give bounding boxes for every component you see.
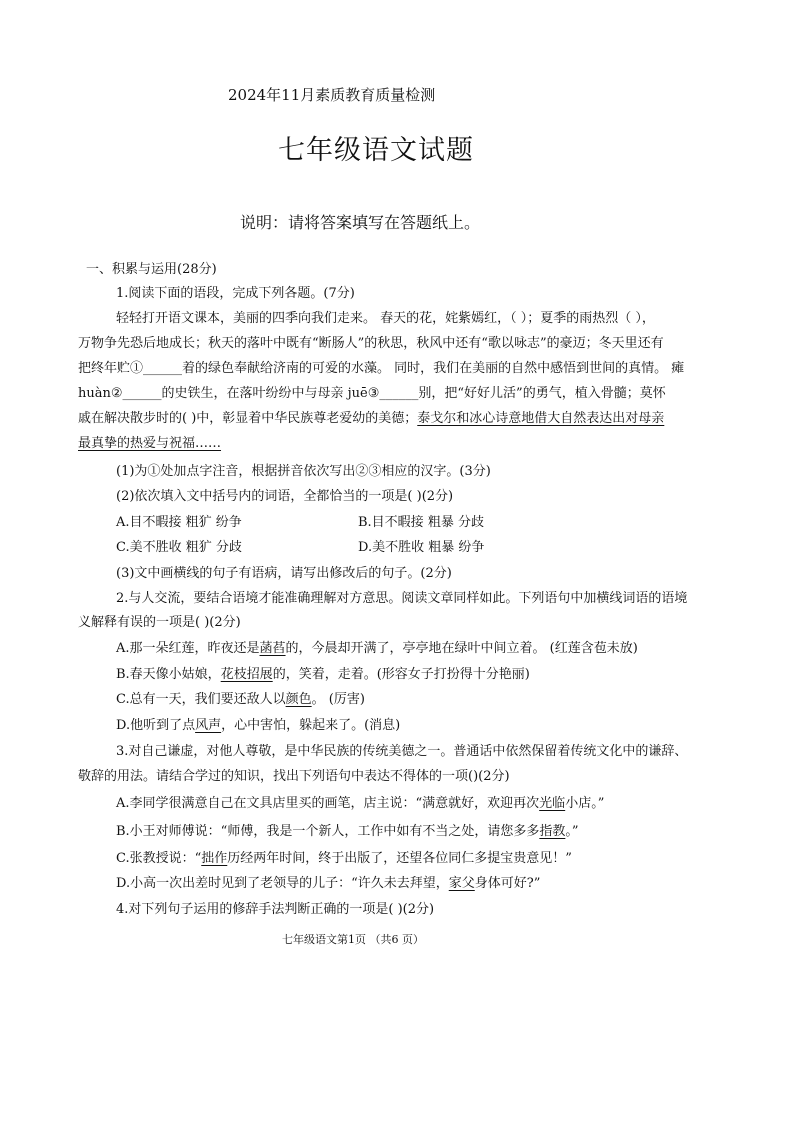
option-text: 。” — [565, 824, 579, 839]
q1-stem: 1.阅读下面的语段，完成下列各题。(7分) — [116, 286, 355, 301]
q3-stem: 3.对自己谦虚，对他人尊敬，是中华民族的传统美德之一。普通话中依然保留着传统文化中的谦辞、 — [116, 744, 688, 759]
page-title: 七年级语文试题 — [278, 135, 474, 166]
q3-option-d — [116, 874, 540, 894]
option-text: C.张教授说：“ — [116, 851, 202, 866]
q2-option-d — [116, 716, 400, 736]
q1-passage-line: 万物争先恐后地成长；秋天的落叶中既有“断肠人”的秋思，秋风中还有“歌以咏志”的豪迈；冬天里还有 — [78, 336, 664, 351]
q1-option-d: D.美不胜收 粗暴 纷争 — [358, 540, 485, 555]
section-heading: 一、积累与运用(28分) — [86, 262, 217, 277]
option-key-word: 颜色 — [285, 692, 312, 707]
q4-stem: 4.对下列句子运用的修辞手法判断正确的一项是( )(2分) — [116, 902, 435, 917]
option-text: C.总有一天，我们要还敌人以 — [116, 692, 286, 707]
q2-option-a — [116, 639, 638, 659]
q1-option-b: B.目不暇接 粗暴 分歧 — [358, 515, 484, 530]
option-text: 小店。” — [565, 796, 605, 811]
q1-passage-line: huàn②______的史铁生，在落叶纷纷中与母亲 juē③______别，把“好好儿活”的勇气，植入骨髓；莫怀 — [78, 386, 666, 401]
option-text: 的，笑着，走着。(形容女子打扮得十分艳丽) — [272, 667, 530, 682]
q2-stem: 2.与人交流，要结合语境才能准确理解对方意思。阅读文章同样如此。下列语句中加横线词语的语境 — [116, 591, 688, 606]
q3-option-a — [116, 794, 604, 814]
q3-option-b — [116, 822, 579, 842]
option-text: 的，今晨却开满了，亭亭地在绿叶中间立着。 (红莲含苞未放) — [285, 641, 638, 656]
q1-option-c: C.美不胜收 粗犷 分歧 — [116, 540, 242, 555]
q2-option-b — [116, 665, 530, 685]
option-key-word: 花枝招展 — [220, 667, 273, 682]
q1-sub2: (2)依次填入文中括号内的词语，全都恰当的一项是( )(2分) — [116, 489, 454, 504]
option-text: A.那一朵红莲，昨夜还是 — [116, 641, 260, 656]
option-key-word: 风声 — [195, 718, 222, 733]
q3-stem: 敬辞的用法。请结合学过的知识，找出下列语句中表达不得体的一项()(2分) — [78, 769, 510, 784]
option-key-word: 家父 — [448, 876, 475, 891]
option-text: D.他听到了点 — [116, 718, 196, 733]
q1-passage-text: 戚在解决散步时的( )中，彰显着中华民族尊老爱幼的美德； — [78, 411, 418, 426]
q2-stem: 义解释有误的一项是( )(2分) — [78, 615, 241, 630]
q1-passage-underlined: 泰戈尔和冰心诗意地借大自然表达出对母亲 — [417, 411, 665, 426]
q1-sub3: (3)文中画横线的句子有语病，请写出修改后的句子。(2分) — [116, 566, 452, 581]
option-text: ，心中害怕，躲起来了。(消息) — [221, 718, 401, 733]
option-text: 历经两年时间，终于出版了，还望各位同仁多提宝贵意见！” — [227, 851, 572, 866]
q1-passage-line: 把终年贮①______着的绿色奉献给济南的可爱的水藻。 同时，我们在美丽的自然中感悟到世间的真情。 瘫 — [78, 361, 685, 376]
q1-passage-underlined-end: 最真挚的热爱与祝福…… — [78, 436, 222, 451]
q1-passage-line — [78, 409, 664, 429]
option-text: A.李同学很满意自己在文具店里买的画笔，店主说：“满意就好，欢迎再次 — [116, 796, 540, 811]
exam-line: 2024年11月素质教育质量检测 — [228, 86, 436, 104]
page-footer: 七年级语文第1页 （共6 页） — [282, 933, 424, 946]
option-key-word: 菡萏 — [259, 641, 286, 656]
option-text: B.春天像小姑娘， — [116, 667, 221, 682]
q1-sub1: (1)为①处加点字注音，根据拼音依次写出②③相应的汉字。(3分) — [116, 464, 491, 479]
option-text: 身体可好?” — [474, 876, 541, 891]
option-text: D.小高一次出差时见到了老领导的儿子：“许久未去拜望， — [116, 876, 449, 891]
option-key-word: 指教 — [539, 824, 566, 839]
q2-option-c — [116, 690, 365, 710]
q1-passage-line — [78, 434, 221, 454]
q1-option-a: A.目不暇接 粗犷 纷争 — [116, 515, 242, 530]
option-key-word: 光临 — [539, 796, 566, 811]
q3-option-c — [116, 849, 572, 869]
q1-passage-line: 轻轻打开语文课本，美丽的四季向我们走来。 春天的花，姹紫嫣红，（ ）；夏季的雨热烈（ ）， — [116, 311, 655, 326]
option-text: B.小王对师傅说：“师傅，我是一个新人，工作中如有不当之处，请您多多 — [116, 824, 540, 839]
option-text: 。 (厉害) — [311, 692, 365, 707]
option-key-word: 拙作 — [201, 851, 228, 866]
instruction: 说明：请将答案填写在答题纸上。 — [240, 213, 481, 232]
